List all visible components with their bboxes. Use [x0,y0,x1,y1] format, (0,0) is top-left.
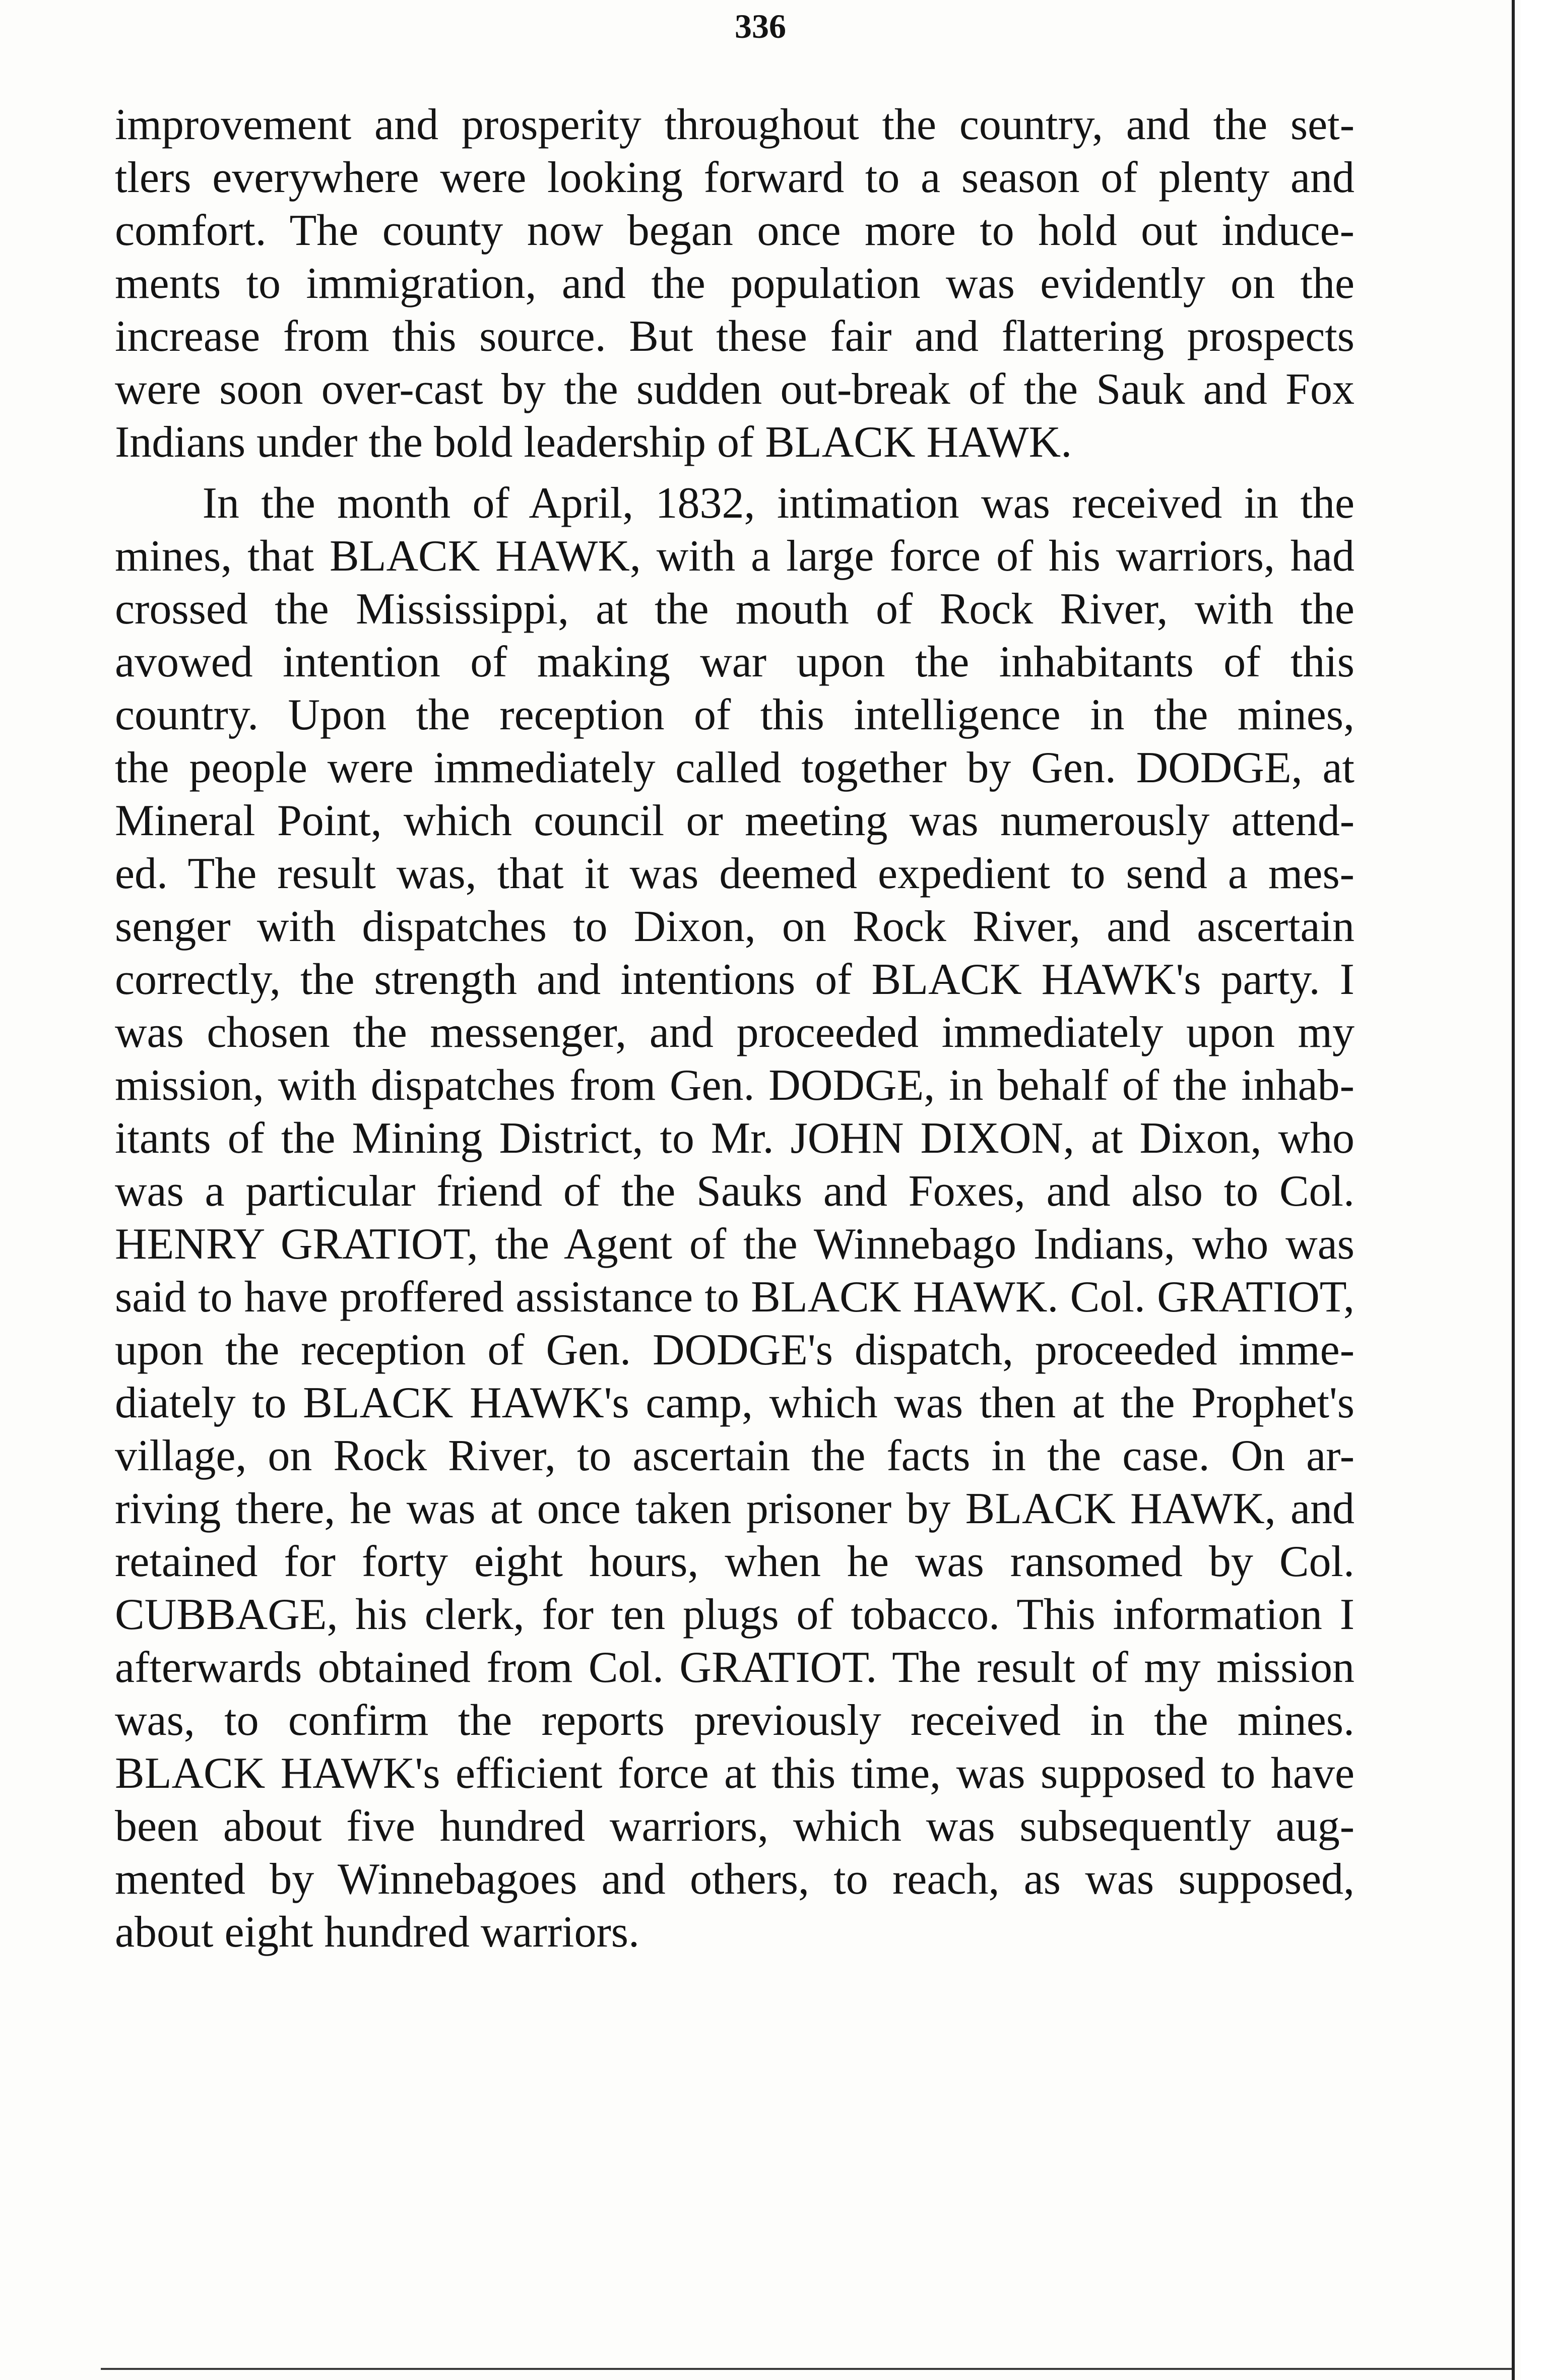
text-line: increase from this source. But these fair and flattering prospects [115,312,1354,361]
text-line: was, to confirm the reports previously received in the mines. [115,1696,1354,1745]
text-line: crossed the Mississippi, at the mouth of Rock River, with the [115,585,1354,634]
text-line: riving there, he was at once taken prisoner by BLACK HAWK, and [115,1484,1354,1533]
page-number: 336 [735,7,786,45]
text-line: HENRY GRATIOT, the Agent of the Winnebago Indians, who was [115,1220,1354,1269]
text-line: mission, with dispatches from Gen. DODGE, in behalf of the inhab- [115,1061,1354,1110]
text-line: BLACK HAWK's efficient force at this time, was supposed to have [115,1749,1354,1798]
text-line: diately to BLACK HAWK's camp, which was then at the Prophet's [115,1379,1354,1427]
text-line: upon the reception of Gen. DODGE's dispatch, proceeded imme- [115,1326,1354,1374]
text-line: correctly, the strength and intentions of BLACK HAWK's party. I [115,955,1354,1004]
body-text [115,98,1354,1959]
text-line: itants of the Mining District, to Mr. JOHN DIXON, at Dixon, who [115,1114,1354,1163]
text-line: mines, that BLACK HAWK, with a large force of his warriors, had [115,532,1354,581]
paragraph-1 [115,98,1354,469]
text-line: afterwards obtained from Col. GRATIOT. The result of my mission [115,1643,1354,1692]
text-line: retained for forty eight hours, when he was ransomed by Col. [115,1537,1354,1586]
page-right-margin [1521,0,1548,2380]
text-line: senger with dispatches to Dixon, on Rock River, and ascertain [115,902,1354,951]
paragraph-2 [115,477,1354,1959]
text-line: ed. The result was, that it was deemed expedient to send a mes- [115,849,1354,898]
text-line: Mineral Point, which council or meeting was numerously attend- [115,796,1354,845]
text-line: avowed intention of making war upon the inhabitants of this [115,638,1354,686]
text-line: was chosen the messenger, and proceeded immediately upon my [115,1008,1354,1057]
text-line: ments to immigration, and the population was evidently on the [115,259,1354,308]
text-line: CUBBAGE, his clerk, for ten plugs of tobacco. This information I [115,1590,1354,1639]
text-line: said to have proffered assistance to BLACK HAWK. Col. GRATIOT, [115,1273,1354,1322]
paragraph-gap [115,469,1354,477]
text-line: Indians under the bold leadership of BLACK HAWK. [115,418,1072,467]
text-line: country. Upon the reception of this intelligence in the mines, [115,691,1354,739]
text-line: village, on Rock River, to ascertain the facts in the case. On ar- [115,1431,1354,1480]
text-line: about eight hundred warriors. [115,1908,640,1957]
text-line: mented by Winnebagoes and others, to reach, as was supposed, [115,1855,1354,1904]
text-line: comfort. The county now began once more to hold out induce- [115,206,1354,255]
page-edge-rule [1512,0,1515,2380]
text-line: improvement and prosperity throughout the country, and the set- [115,100,1354,149]
text-line: was a particular friend of the Sauks and Foxes, and also to Col. [115,1167,1354,1216]
text-line: In the month of April, 1832, intimation was received in the [115,479,1354,528]
text-line: the people were immediately called together by Gen. DODGE, at [115,743,1354,792]
text-line: been about five hundred warriors, which was subsequently aug- [115,1802,1354,1851]
bottom-edge-rule [101,2368,1512,2370]
text-line: tlers everywhere were looking forward to a season of plenty and [115,153,1354,202]
text-line: were soon over-cast by the sudden out-break of the Sauk and Fox [115,365,1354,414]
